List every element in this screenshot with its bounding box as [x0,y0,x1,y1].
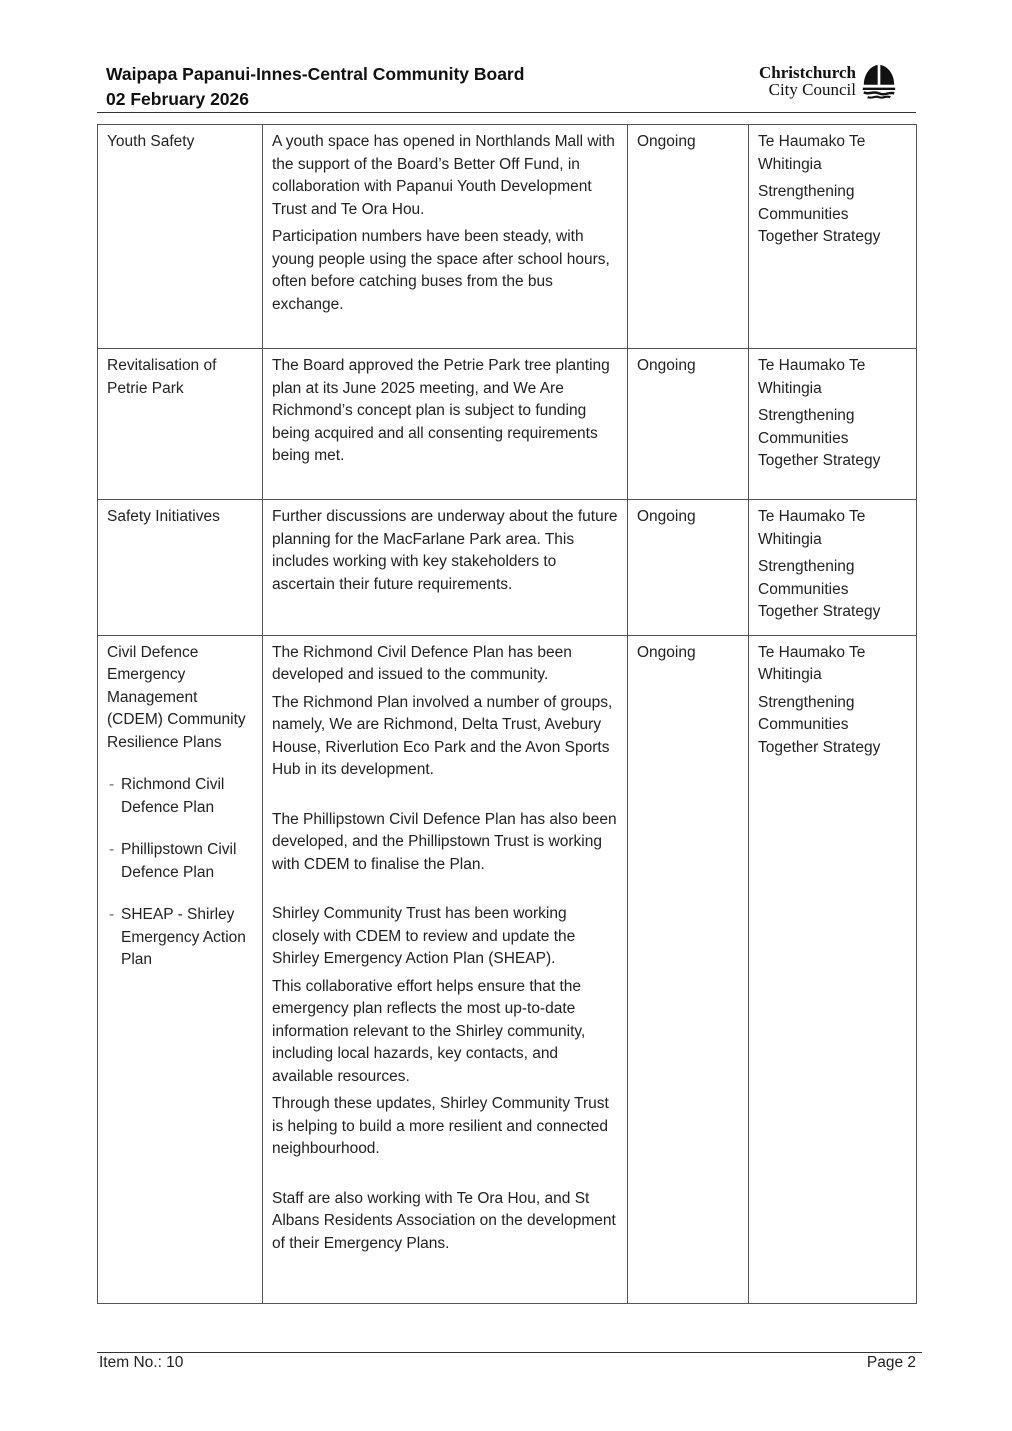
logo-line-1: Christchurch [759,63,856,82]
topic-cell [98,125,263,349]
topic-cell [98,349,263,500]
table-row [98,125,917,349]
report-table [97,124,917,1304]
list-item [107,839,253,884]
update-paragraph: Further discussions are underway about the future planning for the MacFarlane Park area. This includes working with key stakeholders to ascertain their future requirements. [272,508,618,593]
table-row [98,349,917,500]
strategy-secondary: Strengthening Communities Together Strategy [758,693,881,756]
cathedral-logo-icon [860,62,898,100]
dash-icon: - [109,841,115,858]
strategy-cell [749,349,917,500]
list-item [107,774,253,819]
council-logo [759,62,898,100]
strategy-secondary: Strengthening Communities Together Strategy [758,407,881,469]
plan-name: Phillipstown Civil Defence Plan [121,841,237,881]
strategy-secondary: Strengthening Communities Together Strategy [758,558,881,620]
table-row [98,500,917,636]
logo-line-2: City Council [768,80,856,99]
topic-cell [98,635,263,1303]
update-cell [263,349,628,500]
topic-text: Revitalisation of Petrie Park [107,357,217,397]
header-divider [97,112,916,113]
board-name: Waipapa Papanui-Innes-Central Community Board [106,64,525,84]
strategy-cell [749,125,917,349]
status-cell [628,349,749,500]
strategy-primary: Te Haumako Te Whitingia [758,133,866,173]
footer-divider [97,1352,922,1353]
update-paragraph: Participation numbers have been steady, with young people using the space after school hours, often before catching buses from the bus exchange. [272,228,610,313]
page-number: Page 2 [866,1354,916,1371]
table-row [98,635,917,1303]
status-cell [628,500,749,636]
plan-list [107,774,253,972]
update-paragraph: The Richmond Plan involved a number of groups, namely, We are Richmond, Delta Trust, Avebury House, Riverlution Eco Park and the Avon Sports Hub in its development. [272,693,613,778]
status-text: Ongoing [637,508,696,525]
status-text: Ongoing [637,357,696,374]
topic-text: Safety Initiatives [107,508,220,525]
update-paragraph: The Phillipstown Civil Defence Plan has also been developed, and the Phillipstown Trust is working with CDEM to finalise the Plan. [272,810,617,873]
item-number: Item No.: 10 [99,1354,184,1371]
header-title [106,62,524,112]
update-paragraph: Staff are also working with Te Ora Hou, and St Albans Residents Association on the development of their Emergency Plans. [272,1189,616,1252]
meeting-date: 02 February 2026 [106,89,250,109]
plan-name: SHEAP - Shirley Emergency Action Plan [121,906,246,968]
dash-icon: - [109,776,115,793]
logo-text [759,64,856,98]
update-paragraph: The Board approved the Petrie Park tree planting plan at its June 2025 meeting, and We Are Richmond’s concept plan is subject to funding being acquired and all consenting requirements being met. [272,357,610,464]
update-cell [263,500,628,636]
update-paragraph: Shirley Community Trust has been working closely with CDEM to review and update the Shirley Emergency Action Plan (SHEAP). [272,905,576,967]
topic-cell [98,500,263,636]
page-header [97,60,916,114]
list-item [107,904,253,972]
topic-text: Youth Safety [107,133,195,150]
strategy-secondary: Strengthening Communities Together Strategy [758,183,881,245]
strategy-cell [749,500,917,636]
update-paragraph: This collaborative effort helps ensure that the emergency plan reflects the most up-to-date information relevant to the Shirley community, including local hazards, key contacts, and available resources. [272,977,586,1085]
status-text: Ongoing [637,643,696,661]
dash-icon: - [109,906,115,923]
update-paragraph: The Richmond Civil Defence Plan has been developed and issued to the community. [272,643,572,683]
strategy-primary: Te Haumako Te Whitingia [758,357,866,397]
topic-text: Civil Defence Emergency Management (CDEM) Community Resilience Plans [107,643,246,751]
status-cell [628,635,749,1303]
update-paragraph: Through these updates, Shirley Community Trust is helping to build a more resilient and connected neighbourhood. [272,1095,609,1157]
update-cell [263,125,628,349]
update-cell [263,635,628,1303]
status-cell [628,125,749,349]
strategy-primary: Te Haumako Te Whitingia [758,508,866,548]
strategy-primary: Te Haumako Te Whitingia [758,643,866,683]
strategy-cell [749,635,917,1303]
plan-name: Richmond Civil Defence Plan [121,776,225,816]
update-paragraph: A youth space has opened in Northlands Mall with the support of the Board’s Better Off Fund, in collaboration with Papanui Youth Development Trust and Te Ora Hou. [272,133,615,218]
status-text: Ongoing [637,133,696,150]
